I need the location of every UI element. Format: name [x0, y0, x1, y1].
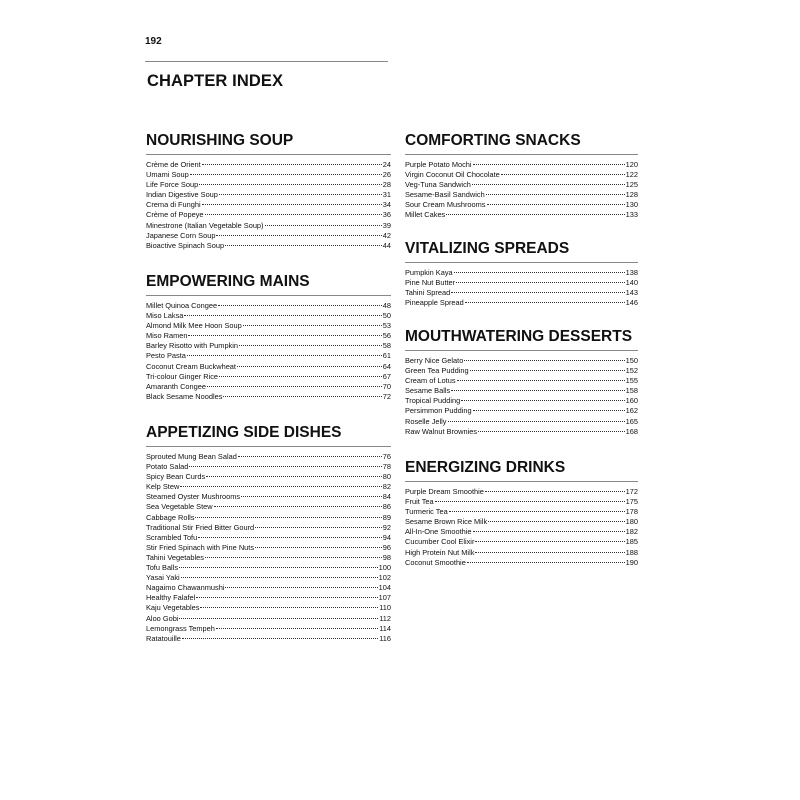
entry-page-number: 182 — [625, 527, 638, 537]
entry-page-number: 24 — [382, 160, 391, 169]
entry-list — [146, 160, 391, 251]
index-entry — [146, 624, 391, 634]
entry-title: Sesame Brown Rice Milk — [405, 517, 488, 527]
index-entry — [405, 417, 638, 427]
entry-title: Sea Vegetable Stew — [146, 502, 213, 512]
index-entry — [146, 200, 391, 210]
entry-list — [405, 268, 638, 308]
entry-title: Barley Risotto with Pumpkin — [146, 341, 239, 351]
section-rule — [405, 350, 638, 351]
index-entry — [146, 462, 391, 472]
dot-leader — [448, 421, 625, 422]
dot-leader — [475, 552, 624, 553]
index-entry — [146, 553, 391, 563]
dot-leader — [451, 390, 624, 391]
index-entry — [146, 482, 391, 492]
entry-page-number: 180 — [625, 517, 638, 527]
section-mouthwatering-desserts — [405, 326, 638, 437]
index-entry — [405, 278, 638, 288]
index-entry — [146, 614, 391, 624]
entry-page-number: 58 — [382, 341, 391, 351]
index-entry — [405, 160, 638, 170]
index-entry — [405, 487, 638, 497]
entry-title: Veg-Tuna Sandwich — [405, 180, 471, 190]
entry-page-number: 56 — [382, 331, 391, 341]
entry-page-number: 96 — [382, 542, 391, 552]
entry-title: Aloo Gobi — [146, 613, 179, 623]
section-rule — [146, 295, 391, 296]
entry-list — [405, 356, 638, 437]
index-entry — [146, 583, 391, 593]
page-number: 192 — [145, 36, 162, 47]
entry-page-number: 31 — [382, 190, 391, 200]
entry-page-number: 185 — [625, 537, 638, 547]
entry-page-number: 67 — [382, 371, 391, 381]
dot-leader — [485, 491, 625, 492]
index-entry — [146, 563, 391, 573]
index-entry — [146, 210, 391, 220]
entry-title: Cabbage Rolls — [146, 512, 195, 522]
top-rule — [145, 61, 388, 62]
index-entry — [146, 502, 391, 512]
section-title: APPETIZING SIDE DISHES — [146, 424, 342, 441]
entry-page-number: 116 — [379, 633, 391, 643]
section-rule — [146, 446, 391, 447]
entry-title: Tropical Pudding — [405, 396, 461, 406]
dot-leader — [188, 335, 381, 336]
entry-page-number: 80 — [382, 472, 391, 482]
entry-title: Miso Laksa — [146, 311, 184, 321]
dot-leader — [255, 527, 382, 528]
entry-title: Spicy Bean Curds — [146, 472, 206, 482]
entry-title: Green Tea Pudding — [405, 366, 469, 376]
section-nourishing-soup — [146, 130, 391, 251]
dot-leader — [187, 355, 382, 356]
dot-leader — [451, 292, 624, 293]
dot-leader — [465, 302, 625, 303]
entry-page-number: 76 — [382, 452, 391, 461]
index-entry — [146, 603, 391, 613]
section-title: EMPOWERING MAINS — [146, 273, 310, 290]
entry-list — [146, 301, 391, 402]
entry-title: Amaranth Congee — [146, 381, 206, 391]
entry-page-number: 53 — [382, 321, 391, 331]
dot-leader — [473, 164, 625, 165]
dot-leader — [486, 194, 625, 195]
entry-title: Berry Nice Gelato — [405, 356, 464, 365]
dot-leader — [449, 511, 625, 512]
entry-title: Tofu Balls — [146, 563, 179, 573]
dot-leader — [205, 214, 382, 215]
index-entry — [146, 351, 391, 361]
index-entry — [146, 241, 391, 251]
entry-page-number: 140 — [625, 278, 638, 288]
dot-leader — [179, 567, 378, 568]
dot-leader — [461, 400, 624, 401]
section-title: COMFORTING SNACKS — [405, 132, 581, 149]
entry-page-number: 72 — [382, 391, 391, 401]
entry-title: Pineapple Spread — [405, 298, 464, 308]
index-entry — [146, 452, 391, 462]
entry-title: Lemongrass Tempeh — [146, 623, 215, 633]
entry-page-number: 61 — [382, 351, 391, 361]
entry-page-number: 86 — [382, 502, 391, 512]
entry-title: Roselle Jelly — [405, 416, 447, 426]
entry-title: Life Force Soup — [146, 180, 199, 190]
entry-title: Miso Ramen — [146, 331, 188, 341]
entry-title: Minestrone (Italian Vegetable Soup) — [146, 220, 264, 230]
entry-title: Indian Digestive Soup — [146, 190, 218, 200]
entry-title: Purple Potato Mochi — [405, 160, 472, 169]
index-entry — [405, 527, 638, 537]
entry-list — [405, 160, 638, 221]
dot-leader — [202, 164, 382, 165]
entry-page-number: 114 — [379, 623, 391, 633]
entry-page-number: 188 — [625, 547, 638, 557]
dot-leader — [475, 541, 624, 542]
dot-leader — [454, 272, 625, 273]
entry-page-number: 36 — [382, 210, 391, 220]
index-entry — [146, 160, 391, 170]
entry-title: Pumpkin Kaya — [405, 268, 453, 277]
dot-leader — [206, 476, 382, 477]
index-entry — [405, 386, 638, 396]
entry-page-number: 39 — [382, 220, 391, 230]
entry-page-number: 125 — [625, 180, 638, 190]
index-entry — [146, 472, 391, 482]
index-entry — [405, 558, 638, 568]
dot-leader — [214, 506, 382, 507]
entry-page-number: 172 — [625, 487, 638, 496]
entry-title: Fruit Tea — [405, 497, 434, 507]
section-rule — [405, 262, 638, 263]
entry-page-number: 48 — [382, 301, 391, 310]
entry-page-number: 160 — [625, 396, 638, 406]
dot-leader — [198, 537, 382, 538]
entry-title: Kelp Stew — [146, 482, 180, 492]
entry-title: Tahini Spread — [405, 288, 451, 298]
section-title: MOUTHWATERING DESSERTS — [405, 328, 633, 345]
index-entry — [146, 523, 391, 533]
section-energizing-drinks — [405, 457, 638, 568]
index-entry — [146, 593, 391, 603]
dot-leader — [184, 315, 381, 316]
entry-title: All-In-One Smoothie — [405, 527, 472, 537]
dot-leader — [255, 547, 382, 548]
entry-title: Sesame Balls — [405, 386, 451, 396]
dot-leader — [205, 557, 382, 558]
index-entry — [146, 170, 391, 180]
entry-page-number: 89 — [382, 512, 391, 522]
entry-title: Tahini Vegetables — [146, 552, 204, 562]
section-empowering-mains — [146, 271, 391, 402]
dot-leader — [225, 245, 382, 246]
index-entry — [405, 170, 638, 180]
index-entry — [146, 190, 391, 200]
entry-page-number: 104 — [378, 583, 391, 593]
entry-page-number: 112 — [379, 613, 391, 623]
dot-leader — [216, 235, 381, 236]
entry-page-number: 158 — [625, 386, 638, 396]
index-entry — [405, 356, 638, 366]
section-rule — [146, 154, 391, 155]
index-entry — [405, 210, 638, 220]
entry-page-number: 42 — [382, 230, 391, 240]
index-entry — [146, 543, 391, 553]
entry-title: Coconut Cream Buckwheat — [146, 361, 236, 371]
dot-leader — [200, 607, 378, 608]
index-entry — [405, 268, 638, 278]
entry-page-number: 28 — [382, 180, 391, 190]
entry-page-number: 34 — [382, 200, 391, 210]
entry-page-number: 98 — [382, 552, 391, 562]
dot-leader — [456, 282, 625, 283]
index-entry — [146, 492, 391, 502]
entry-page-number: 143 — [625, 288, 638, 298]
dot-leader — [467, 562, 625, 563]
entry-page-number: 84 — [382, 492, 391, 502]
dot-leader — [237, 366, 382, 367]
entry-page-number: 82 — [382, 482, 391, 492]
dot-leader — [238, 456, 382, 457]
index-entry — [405, 517, 638, 527]
entry-title: Pesto Pasta — [146, 351, 186, 361]
section-vitalizing-spreads — [405, 238, 638, 308]
entry-title: Ratatouille — [146, 633, 181, 643]
dot-leader — [435, 501, 625, 502]
section-title: NOURISHING SOUP — [146, 132, 294, 149]
entry-title: Japanese Corn Soup — [146, 230, 216, 240]
entry-page-number: 128 — [625, 190, 638, 200]
index-entry — [405, 376, 638, 386]
dot-leader — [501, 174, 625, 175]
dot-leader — [446, 214, 624, 215]
index-entry — [405, 427, 638, 437]
entry-page-number: 70 — [382, 381, 391, 391]
index-entry — [146, 392, 391, 402]
index-entry — [405, 497, 638, 507]
entry-title: Raw Walnut Brownies — [405, 426, 478, 436]
entry-title: Nagaimo Chawanmushi — [146, 583, 225, 593]
index-entry — [146, 321, 391, 331]
section-comforting-snacks — [405, 130, 638, 221]
dot-leader — [219, 376, 382, 377]
entry-page-number: 64 — [382, 361, 391, 371]
entry-page-number: 155 — [625, 376, 638, 386]
dot-leader — [488, 521, 625, 522]
index-entry — [405, 298, 638, 308]
entry-page-number: 120 — [625, 160, 638, 169]
index-entry — [146, 533, 391, 543]
entry-title: Turmeric Tea — [405, 507, 448, 517]
entry-title: Kaju Vegetables — [146, 603, 200, 613]
entry-page-number: 168 — [625, 426, 638, 436]
index-entry — [146, 180, 391, 190]
dot-leader — [225, 587, 377, 588]
entry-page-number: 133 — [625, 210, 638, 220]
dot-leader — [243, 325, 382, 326]
index-entry — [146, 221, 391, 231]
dot-leader — [199, 184, 382, 185]
entry-title: Potato Salad — [146, 462, 189, 472]
index-entry — [146, 311, 391, 321]
dot-leader — [472, 184, 625, 185]
entry-title: Tri-colour Ginger Rice — [146, 371, 219, 381]
section-rule — [405, 481, 638, 482]
entry-page-number: 178 — [625, 507, 638, 517]
entry-title: Traditional Stir Fried Bitter Gourd — [146, 522, 255, 532]
dot-leader — [265, 225, 382, 226]
dot-leader — [180, 486, 381, 487]
entry-title: Crème of Popeye — [146, 210, 204, 220]
index-entry — [146, 634, 391, 644]
entry-title: Millet Quinoa Congee — [146, 301, 218, 310]
entry-list — [405, 487, 638, 568]
dot-leader — [464, 360, 624, 361]
entry-page-number: 175 — [625, 497, 638, 507]
entry-title: High Protein Nut Milk — [405, 547, 475, 557]
dot-leader — [473, 410, 625, 411]
section-title: ENERGIZING DRINKS — [405, 459, 566, 476]
entry-title: Virgin Coconut Oil Chocolate — [405, 170, 500, 180]
index-entry — [146, 301, 391, 311]
index-entry — [146, 331, 391, 341]
entry-title: Steamed Oyster Mushrooms — [146, 492, 241, 502]
entry-page-number: 150 — [625, 356, 638, 365]
entry-page-number: 50 — [382, 311, 391, 321]
entry-title: Yasai Yaki — [146, 573, 180, 583]
entry-page-number: 78 — [382, 462, 391, 472]
entry-page-number: 94 — [382, 532, 391, 542]
dot-leader — [190, 174, 382, 175]
index-entry — [405, 180, 638, 190]
dot-leader — [181, 577, 378, 578]
dot-leader — [195, 517, 381, 518]
index-entry — [146, 362, 391, 372]
entry-title: Crema di Funghi — [146, 200, 201, 210]
entry-title: Sprouted Mung Bean Salad — [146, 452, 237, 461]
section-appetizing-side-dishes — [146, 422, 391, 644]
index-entry — [405, 200, 638, 210]
entry-page-number: 190 — [625, 557, 638, 567]
index-entry — [405, 507, 638, 517]
entry-page-number: 100 — [378, 563, 391, 573]
index-entry — [405, 537, 638, 547]
dot-leader — [239, 345, 382, 346]
dot-leader — [207, 386, 382, 387]
dot-leader — [179, 618, 378, 619]
section-rule — [405, 154, 638, 155]
entry-page-number: 146 — [625, 298, 638, 308]
dot-leader — [223, 396, 381, 397]
index-entry — [405, 288, 638, 298]
index-entry — [405, 190, 638, 200]
entry-title: Crème de Orient — [146, 160, 201, 169]
entry-title: Pine Nut Butter — [405, 278, 456, 288]
dot-leader — [241, 496, 382, 497]
chapter-title: CHAPTER INDEX — [147, 72, 284, 90]
entry-title: Bioactive Spinach Soup — [146, 240, 225, 250]
dot-leader — [218, 305, 382, 306]
entry-title: Sesame-Basil Sandwich — [405, 190, 485, 200]
index-entry — [146, 573, 391, 583]
dot-leader — [189, 466, 381, 467]
entry-page-number: 110 — [379, 603, 391, 613]
dot-leader — [470, 370, 625, 371]
index-entry — [405, 548, 638, 558]
entry-page-number: 122 — [625, 170, 638, 180]
entry-title: Stir Fried Spinach with Pine Nuts — [146, 542, 255, 552]
entry-page-number: 92 — [382, 522, 391, 532]
dot-leader — [478, 431, 625, 432]
entry-title: Cucumber Cool Elixir — [405, 537, 475, 547]
index-entry — [146, 372, 391, 382]
section-title: VITALIZING SPREADS — [405, 240, 570, 257]
entry-page-number: 130 — [625, 200, 638, 210]
dot-leader — [196, 597, 377, 598]
entry-title: Coconut Smoothie — [405, 557, 466, 567]
index-entry — [146, 382, 391, 392]
dot-leader — [216, 628, 378, 629]
entry-title: Sour Cream Mushrooms — [405, 200, 486, 210]
entry-page-number: 102 — [378, 573, 391, 583]
entry-page-number: 165 — [625, 416, 638, 426]
entry-page-number: 138 — [625, 268, 638, 277]
index-entry — [146, 341, 391, 351]
entry-list — [146, 452, 391, 644]
dot-leader — [457, 380, 625, 381]
entry-title: Healthy Falafel — [146, 593, 196, 603]
dot-leader — [219, 194, 382, 195]
dot-leader — [202, 204, 382, 205]
entry-title: Persimmon Pudding — [405, 406, 472, 416]
entry-title: Almond Milk Mee Hoon Soup — [146, 321, 242, 331]
index-entry — [405, 366, 638, 376]
entry-title: Cream of Lotus — [405, 376, 456, 386]
index-entry — [146, 513, 391, 523]
index-entry — [405, 406, 638, 416]
entry-title: Umami Soup — [146, 170, 189, 180]
dot-leader — [487, 204, 625, 205]
index-entry — [405, 396, 638, 406]
entry-page-number: 44 — [382, 240, 391, 250]
entry-title: Black Sesame Noodles — [146, 391, 223, 401]
entry-title: Scrambled Tofu — [146, 532, 198, 542]
entry-page-number: 162 — [625, 406, 638, 416]
entry-title: Millet Cakes — [405, 210, 446, 220]
index-entry — [146, 231, 391, 241]
entry-page-number: 26 — [382, 170, 391, 180]
entry-title: Purple Dream Smoothie — [405, 487, 484, 496]
entry-page-number: 107 — [378, 593, 391, 603]
entry-page-number: 152 — [625, 366, 638, 376]
dot-leader — [182, 638, 378, 639]
dot-leader — [473, 531, 625, 532]
